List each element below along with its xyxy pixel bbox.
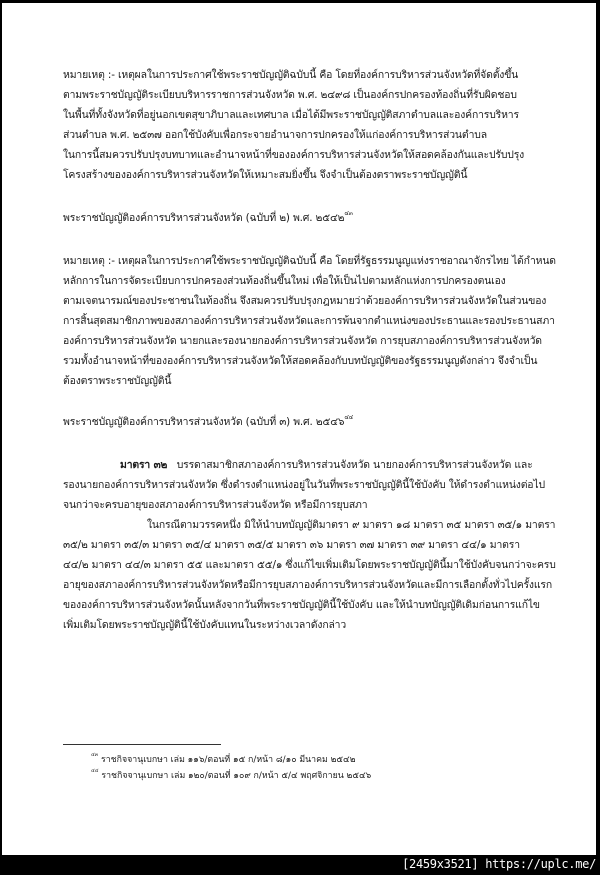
act2-title: พระราชบัญญัติองค์การบริหารส่วนจังหวัด (ฉบับที่ ๒) พ.ศ. ๒๕๔๒$^{๔๓}$ [63, 209, 353, 224]
footnote-ref-43[interactable]: ๔๓ [344, 209, 353, 217]
section32-line-3: จนกว่าจะครบอายุของสภาองค์การบริหารส่วนจังหวัด หรือมีการยุบสภา [63, 499, 368, 511]
note1-line-2: ตามพระราชบัญญัติระเบียบบริหารราชการส่วนจังหวัด พ.ศ. ๒๔๙๘ เป็นองค์กรปกครองท้องถิ่นที่รับผิดชอบ [63, 89, 517, 101]
note1-line-4: ส่วนตำบล พ.ศ. ๒๕๓๗ ออกใช้บังคับเพื่อกระจายอำนาจการปกครองให้แก่องค์การบริหารส่วนตำบล [63, 129, 487, 141]
act3-title: พระราชบัญญัติองค์การบริหารส่วนจังหวัด (ฉบับที่ ๓) พ.ศ. ๒๕๔๖$^{๔๔}$ [63, 413, 354, 428]
section32-para2-line-4: อายุของสภาองค์การบริหารส่วนจังหวัดหรือมีการยุบสภาองค์การบริหารส่วนจังหวัดและมีการเลือกตั้งทั่วไปครั้งแรก [63, 579, 552, 591]
footnote-separator [63, 744, 221, 745]
note1-line-6: โครงสร้างขององค์การบริหารส่วนจังหวัดให้เหมาะสมยิ่งขึ้น จึงจำเป็นต้องตราพระราชบัญญัตินี้ [63, 169, 468, 181]
section32-label: มาตรา ๓๒ [120, 459, 168, 471]
note2-line-6: รวมทั้งอำนาจหน้าที่ขององค์การบริหารส่วนจังหวัดให้สอดคล้องกับบทบัญญัติของรัฐธรรมนูญดังกล่าว จึงจำเป็น [63, 355, 538, 367]
section32-para2-line-3: ๔๔/๒ มาตรา ๔๔/๓ มาตรา ๕๕ และมาตรา ๕๕/๑ ซึ่งแก้ไขเพิ่มเติมโดยพระราชบัญญัตินี้มาใช้บังคับจนกว่าจะครบ [63, 559, 556, 571]
section32-line-1: มาตรา ๓๒ บรรดาสมาชิกสภาองค์การบริหารส่วนจังหวัด นายกองค์การบริหารส่วนจังหวัด และ [120, 459, 533, 471]
note2-line-2: หลักการในการจัดระเบียบการปกครองส่วนท้องถิ่นขึ้นใหม่ เพื่อให้เป็นไปตามหลักแห่งการปกครองตนเอง [63, 275, 506, 287]
footnote-43: $^{๔๓}$ ราชกิจจานุเบกษา เล่ม ๑๑๖/ตอนที่ ๑๕ ก/หน้า ๘/๑๐ มีนาคม ๒๕๔๒ [91, 752, 356, 765]
note1-line-3: ในพื้นที่ทั้งจังหวัดที่อยู่นอกเขตสุขาภิบาลและเทศบาล เมื่อได้มีพระราชบัญญัติสภาตำบลและองค์การบริหาร [63, 109, 519, 121]
section32-para2-line-1: ในกรณีตามวรรคหนึ่ง มิให้นำบทบัญญัติมาตรา ๙ มาตรา ๑๘ มาตรา ๓๕ มาตรา ๓๕/๑ มาตรา [147, 519, 556, 531]
image-caption: [2459x3521] https://uplc.me/ [402, 857, 596, 871]
note2-line-1: หมายเหตุ :- เหตุผลในการประกาศใช้พระราชบัญญัติฉบับนี้ คือ โดยที่รัฐธรรมนูญแห่งราชอาณาจักรไทย ได้กำหนด [63, 255, 556, 267]
note2-label: หมายเหตุ :- [63, 255, 115, 267]
document-page [2, 3, 596, 855]
footnote-44: $^{๔๔}$ ราชกิจจานุเบกษา เล่ม ๑๒๐/ตอนที่ ๑๐๙ ก/หน้า ๕/๔ พฤศจิกายน ๒๕๔๖ [91, 768, 372, 781]
note2-line-4: การสิ้นสุดสมาชิกภาพของสภาองค์การบริหารส่วนจังหวัดและการพ้นจากตำแหน่งของประธานและรองประธานสภา [63, 315, 555, 327]
section32-para2-line-5: ขององค์การบริหารส่วนจังหวัดนั้นหลังจากวันที่พระราชบัญญัตินี้ใช้บังคับ และให้นำบทบัญญัติเดิมก่อนการแก้ไข [63, 599, 540, 611]
note1-line-5: ในการนี้สมควรปรับปรุงบทบาทและอำนาจหน้าที่ขององค์การบริหารส่วนจังหวัดให้สอดคล้องกันและปรับปรุง [63, 149, 525, 161]
note2-line-3: ตามเจตนารมณ์ของประชาชนในท้องถิ่น จึงสมควรปรับปรุงกฎหมายว่าด้วยองค์การบริหารส่วนจังหวัดในส่วนของ [63, 295, 547, 307]
note1-line-1: หมายเหตุ :- เหตุผลในการประกาศใช้พระราชบัญญัติฉบับนี้ คือ โดยที่องค์การบริหารส่วนจังหวัดที่จัดตั้งขึ้น [63, 69, 519, 81]
note2-line-7: ต้องตราพระราชบัญญัตินี้ [63, 375, 172, 387]
section32-para2-line-2: ๓๕/๒ มาตรา ๓๕/๓ มาตรา ๓๕/๔ มาตรา ๓๕/๕ มาตรา ๓๖ มาตรา ๓๗ มาตรา ๓๙ มาตรา ๔๔/๑ มาตรา [63, 539, 520, 551]
footnote-ref-44[interactable]: ๔๔ [344, 413, 354, 421]
section32-line-2: รองนายกองค์การบริหารส่วนจังหวัด ซึ่งดำรงตำแหน่งอยู่ในวันที่พระราชบัญญัตินี้ใช้บังคับ ให้ดำรงตำแหน่งต่อไป [63, 479, 545, 491]
section32-para2-line-6: เพิ่มเติมโดยพระราชบัญญัตินี้ใช้บังคับแทนในระหว่างเวลาดังกล่าว [63, 619, 347, 631]
note1-label: หมายเหตุ :- [63, 69, 115, 81]
note2-line-5: องค์การบริหารส่วนจังหวัด นายกและรองนายกองค์การบริหารส่วนจังหวัด การยุบสภาองค์การบริหารส่วนจังหวัด [63, 335, 542, 347]
